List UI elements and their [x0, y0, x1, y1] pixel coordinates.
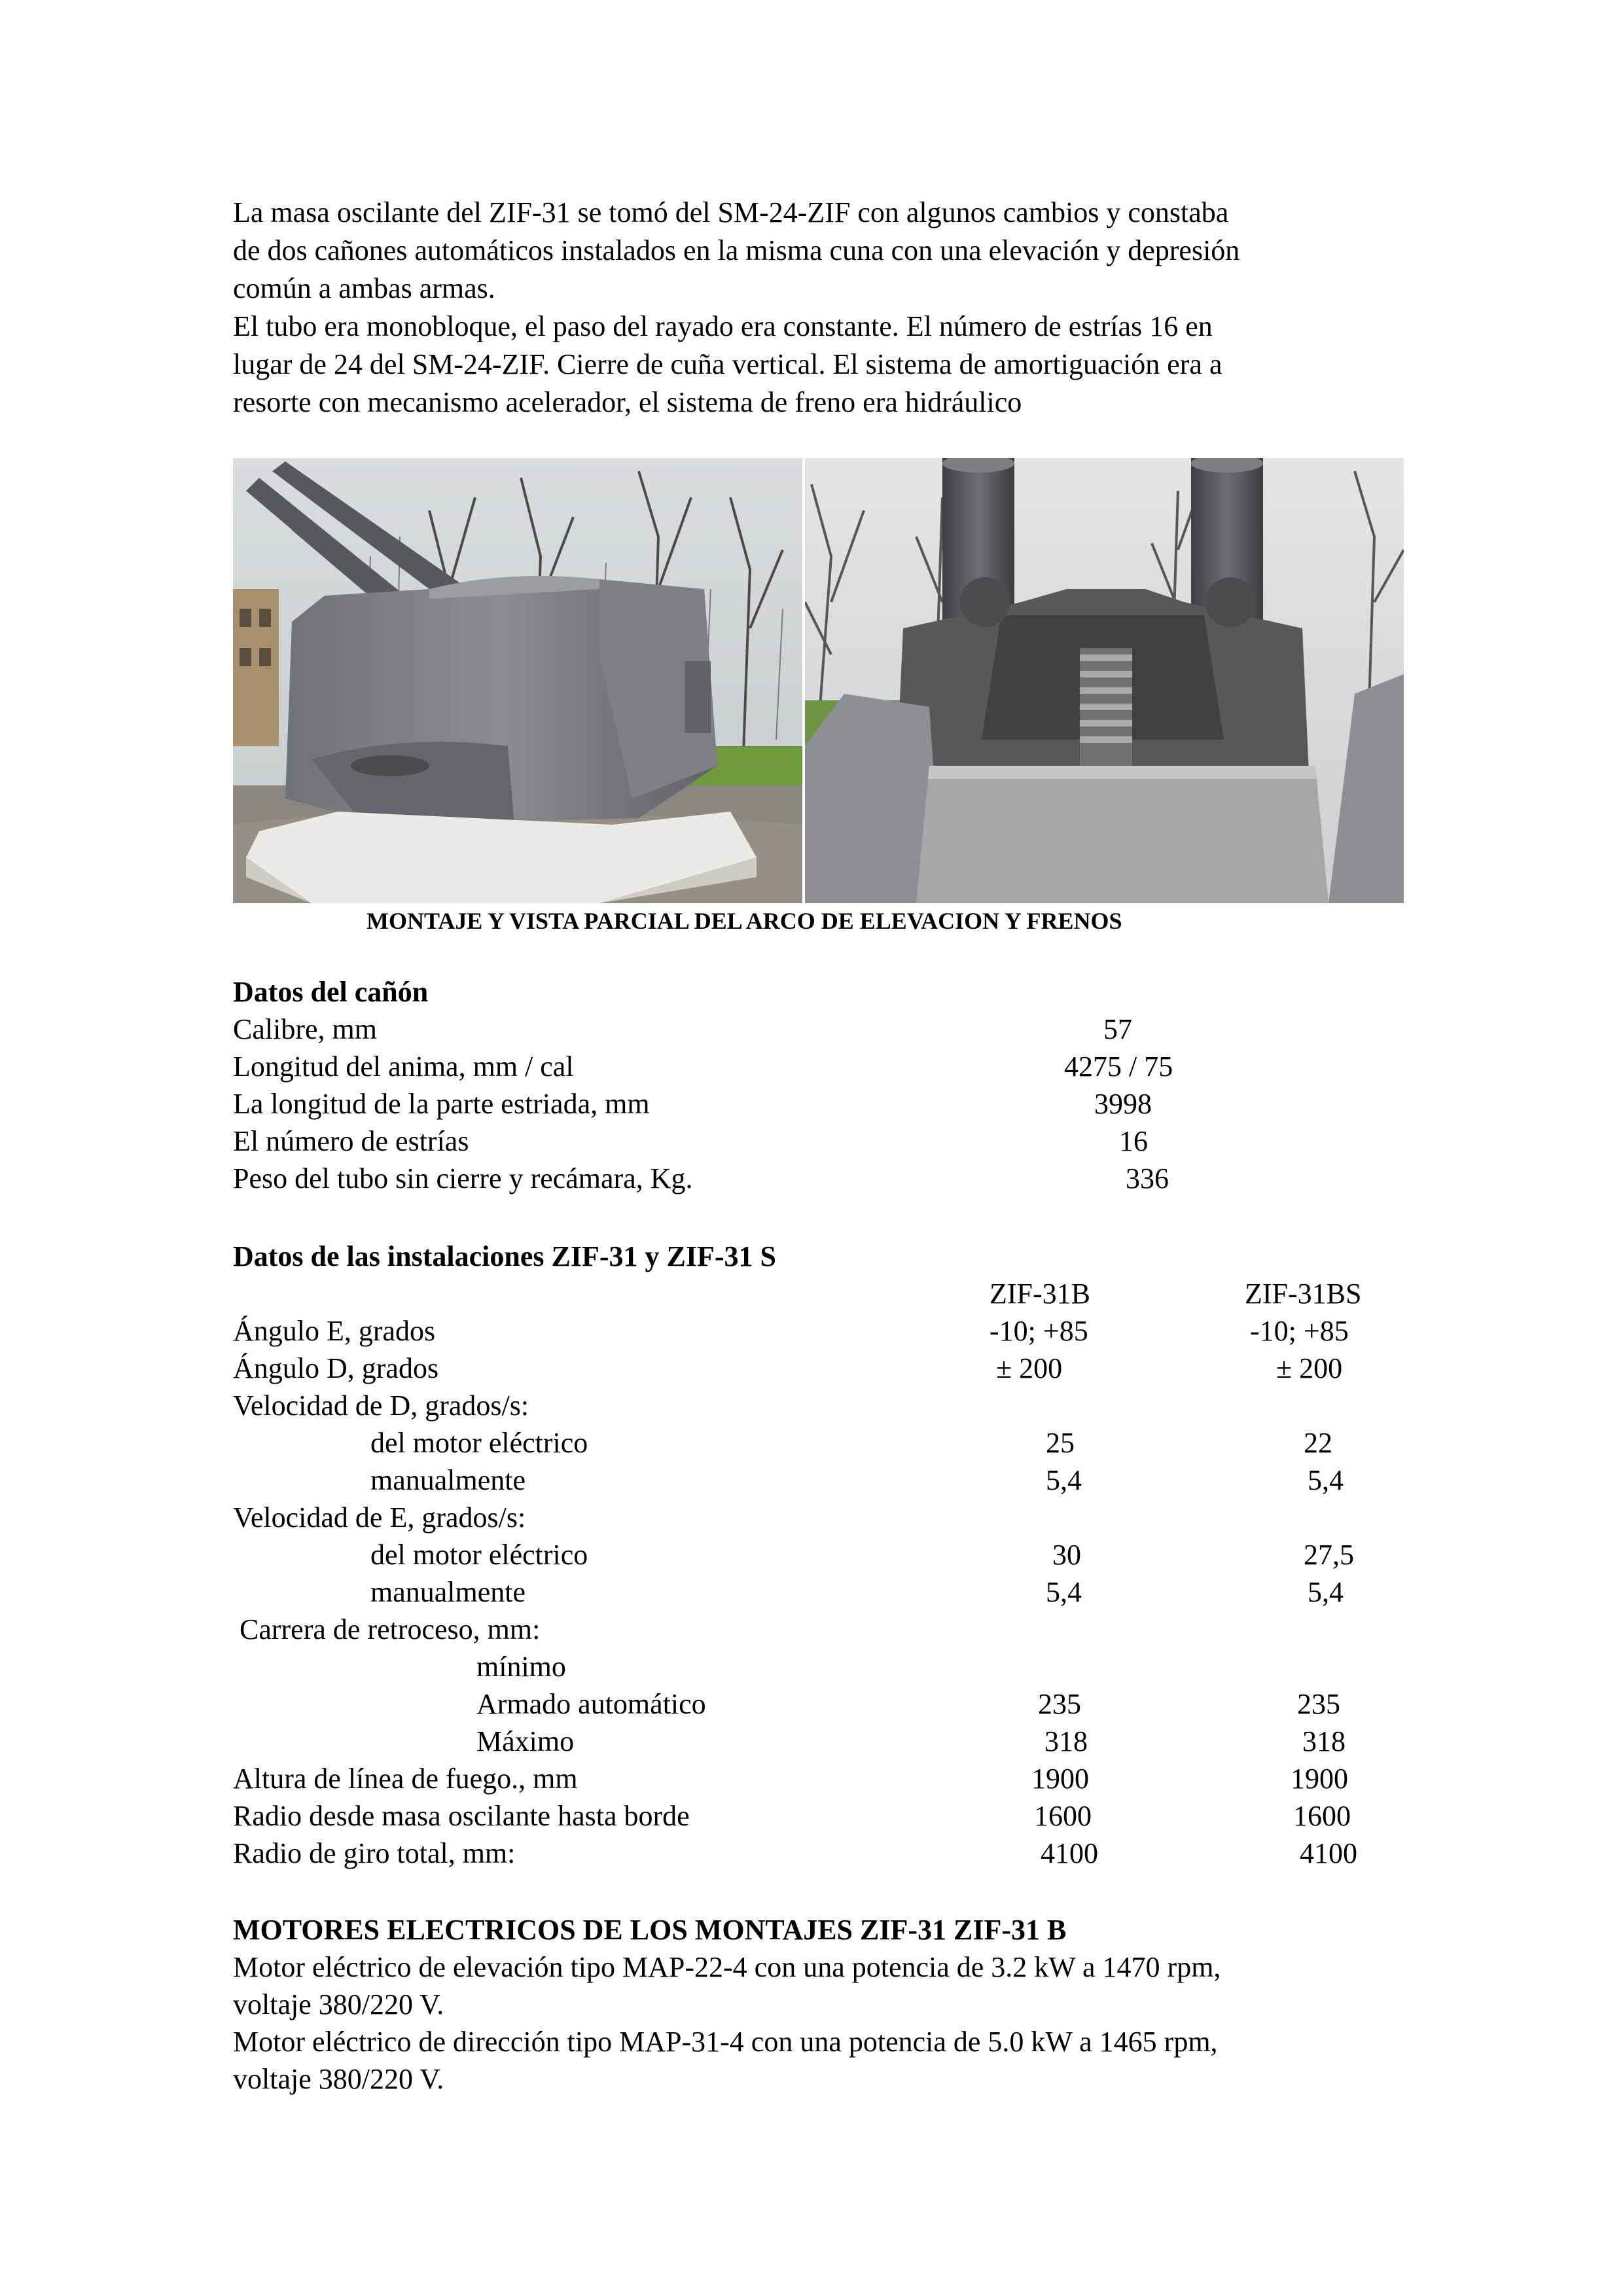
install-row-value-bs: 27,5: [1304, 1539, 1354, 1571]
motors-line: Motor eléctrico de dirección tipo MAP-31-4 con una potencia de 5.0 kW a 1465 rpm,: [233, 2026, 1218, 2058]
photo-caption: MONTAJE Y VISTA PARCIAL DEL ARCO DE ELEVACION Y FRENOS: [366, 908, 1122, 934]
gun-row-label: La longitud de la parte estriada, mm: [233, 1088, 650, 1120]
intro-line: La masa oscilante del ZIF-31 se tomó del SM-24-ZIF con algunos cambios y constaba: [233, 196, 1229, 228]
photo-elevation-arc: [805, 458, 1404, 903]
install-row-label: Velocidad de D, grados/s:: [233, 1390, 529, 1422]
install-row-label: Máximo: [476, 1725, 575, 1757]
gun-row-label: Longitud del anima, mm / cal: [233, 1050, 574, 1083]
install-column-header: ZIF-31BS: [1245, 1278, 1362, 1310]
install-row-label: Ángulo E, grados: [233, 1315, 436, 1347]
gun-data-title: Datos del cañón: [233, 976, 429, 1008]
motors-line: voltaje 380/220 V.: [233, 2063, 444, 2095]
install-row-value-bs: 5,4: [1308, 1576, 1344, 1608]
install-row-value-bs: -10; +85: [1250, 1315, 1349, 1347]
gun-row-value: 57: [1103, 1013, 1132, 1045]
install-row-value-bs: 1900: [1291, 1763, 1348, 1795]
intro-line: resorte con mecanismo acelerador, el sistema de freno era hidráulico: [233, 386, 1022, 418]
install-row-value-b: 5,4: [1046, 1464, 1082, 1496]
install-row-value-bs: 235: [1297, 1688, 1340, 1720]
install-row-value-b: 318: [1044, 1725, 1088, 1757]
gun-row-value: 336: [1126, 1162, 1169, 1194]
install-row-label: Radio de giro total, mm:: [233, 1837, 516, 1869]
install-row-label: Velocidad de E, grados/s:: [233, 1501, 526, 1534]
install-row-label: del motor eléctrico: [370, 1427, 588, 1459]
install-row-label: Armado automático: [476, 1688, 706, 1720]
intro-line: El tubo era monobloque, el paso del rayado era constante. El número de estrías 16 en: [233, 310, 1213, 342]
install-row-label: Radio desde masa oscilante hasta borde: [233, 1800, 690, 1832]
install-row-value-bs: ± 200: [1276, 1352, 1343, 1384]
motors-line: voltaje 380/220 V.: [233, 1988, 444, 2020]
intro-line: común a ambas armas.: [233, 272, 495, 304]
gun-row-label: Calibre, mm: [233, 1013, 377, 1045]
install-row-label: Ángulo D, grados: [233, 1352, 439, 1384]
install-row-label: manualmente: [370, 1464, 526, 1496]
install-row-label: mínimo: [476, 1651, 566, 1683]
gun-row-value: 3998: [1094, 1088, 1152, 1120]
install-row-label: Altura de línea de fuego., mm: [233, 1763, 578, 1795]
install-row-value-bs: 318: [1302, 1725, 1346, 1757]
install-row-value-b: 4100: [1041, 1837, 1098, 1869]
install-row-value-bs: 22: [1304, 1427, 1332, 1459]
install-row-value-bs: 5,4: [1308, 1464, 1344, 1496]
gun-row-value: 16: [1119, 1125, 1148, 1157]
gun-row-label: Peso del tubo sin cierre y recámara, Kg.: [233, 1162, 693, 1194]
install-data-title: Datos de las instalaciones ZIF-31 y ZIF-31 S: [233, 1240, 776, 1272]
install-row-label: Carrera de retroceso, mm:: [240, 1613, 541, 1645]
gun-row-value: 4275 / 75: [1064, 1050, 1173, 1083]
intro-line: lugar de 24 del SM-24-ZIF. Cierre de cuña vertical. El sistema de amortiguación era a: [233, 348, 1222, 380]
install-row-value-b: -10; +85: [990, 1315, 1088, 1347]
photo-turret-mount: [233, 458, 802, 903]
install-row-value-b: 235: [1038, 1688, 1081, 1720]
install-row-value-b: 5,4: [1046, 1576, 1082, 1608]
install-row-label: manualmente: [370, 1576, 526, 1608]
intro-text: [233, 194, 1411, 422]
install-row-label: del motor eléctrico: [370, 1539, 588, 1571]
motors-line: Motor eléctrico de elevación tipo MAP-22-4 con una potencia de 3.2 kW a 1470 rpm,: [233, 1951, 1221, 1983]
install-row-value-b: 25: [1046, 1427, 1075, 1459]
gun-row-label: El número de estrías: [233, 1125, 469, 1157]
motors-title: MOTORES ELECTRICOS DE LOS MONTAJES ZIF-31 ZIF-31 B: [233, 1914, 1067, 1946]
install-row-value-bs: 1600: [1293, 1800, 1351, 1832]
install-row-value-b: 30: [1052, 1539, 1081, 1571]
install-row-value-bs: 4100: [1300, 1837, 1357, 1869]
install-row-value-b: 1900: [1031, 1763, 1089, 1795]
install-row-value-b: 1600: [1034, 1800, 1092, 1832]
intro-line: de dos cañones automáticos instalados en la misma cuna con una elevación y depresión: [233, 234, 1240, 266]
install-column-header: ZIF-31B: [990, 1278, 1090, 1310]
install-row-value-b: ± 200: [996, 1352, 1063, 1384]
